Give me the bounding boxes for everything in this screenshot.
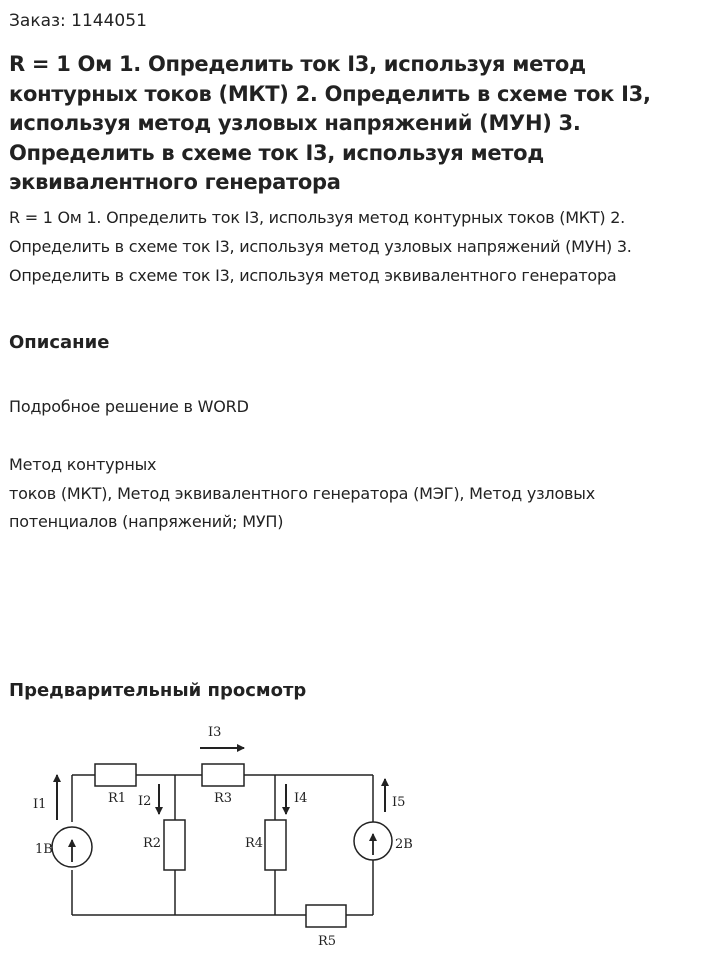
circuit-diagram <box>0 712 701 966</box>
source-arrows <box>72 834 373 862</box>
task-summary: R = 1 Ом 1. Определить ток I3, используя метод контурных токов (МКТ) 2. Определить в схеме ток I3, используя метод узловых напряжений (МУН) 3. Определить в схеме ток I3, используя метод эквивалентного генератора <box>9 208 632 285</box>
resistor-r5 <box>306 905 346 927</box>
voltage-sources <box>52 822 392 867</box>
label-r3: R3 <box>214 791 233 806</box>
resistor-r1 <box>95 764 136 786</box>
label-i5: I5 <box>392 795 406 810</box>
label-i2: I2 <box>138 794 152 809</box>
page-title: R = 1 Ом 1. Определить ток I3, используя метод контурных токов (МКТ) 2. Определить в схеме ток I3, используя метод узловых напряжений (МУН) 3. Определить в схеме ток I3, используя метод эквивалентного генератора <box>9 52 651 194</box>
order-number: Заказ: 1144051 <box>9 11 147 31</box>
label-i1: I1 <box>33 797 47 812</box>
label-r2: R2 <box>143 836 162 851</box>
resistors <box>95 764 346 927</box>
resistor-r4 <box>265 820 286 870</box>
label-source-1: 1В <box>35 842 53 857</box>
label-source-2: 2В <box>395 837 413 852</box>
resistor-r3 <box>202 764 244 786</box>
description-paragraph-2-line-1: Метод контурных <box>9 455 157 474</box>
description-paragraph-1: Подробное решение в WORD <box>9 397 249 416</box>
description-heading: Описание <box>9 332 110 353</box>
label-r1: R1 <box>108 791 127 806</box>
label-i3: I3 <box>208 725 222 740</box>
preview-heading: Предварительный просмотр <box>9 680 307 701</box>
label-i4: I4 <box>294 791 308 806</box>
description-paragraph-2: токов (МКТ), Метод эквивалентного генератора (МЭГ), Метод узловых потенциалов (напряжений; МУП) <box>9 484 595 531</box>
label-r4: R4 <box>245 836 264 851</box>
resistor-r2 <box>164 820 185 870</box>
label-r5: R5 <box>318 934 337 949</box>
